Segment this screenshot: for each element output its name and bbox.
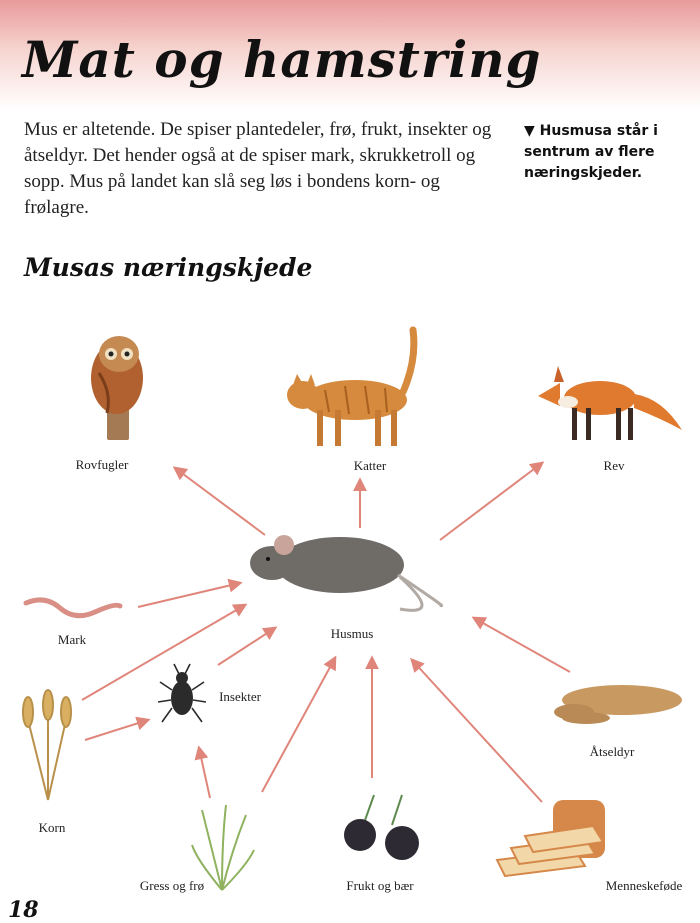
blackberries-illustration [344, 795, 419, 860]
arrow-korn-to-husmus [82, 605, 245, 700]
arrow-gress-to-insekter [199, 748, 210, 798]
label-gress-og-fro: Gress og frø [139, 878, 205, 893]
diagram-caption: ▼ Husmusa står i sentrum av flere næringskjeder. [524, 123, 658, 181]
arrow-menneskefode-to-husmus [412, 660, 542, 802]
label-atseldyr: Åtseldyr [589, 744, 635, 759]
worm-illustration [26, 600, 120, 616]
cat-illustration [287, 330, 414, 446]
bread-illustration [497, 800, 605, 876]
label-frukt-og-baer: Frukt og bær [346, 878, 414, 893]
carrion-illustration [554, 685, 682, 724]
arrow-mark-to-husmus [138, 583, 240, 607]
food-chain-arrows [82, 463, 570, 802]
house-mouse-illustration [250, 535, 442, 610]
arrow-korn-to-insekter [85, 720, 148, 740]
owl-illustration [91, 336, 143, 440]
intro-paragraph: Mus er altetende. De spiser plantedeler, frø, frukt, insekter og åtseldyr. Det hender også at de spiser mark, skrukketroll og sopp. Mus på landet kan slå seg løs i bondens korn- og frølagre. [24, 119, 492, 218]
beetle-illustration [158, 664, 206, 722]
arrow-husmus-to-rovfugler [175, 468, 265, 535]
label-husmus: Husmus [330, 626, 374, 641]
arrow-gress-to-husmus [262, 658, 335, 792]
arrow-insekter-to-husmus [218, 628, 275, 665]
label-menneskefode: Menneskeføde [605, 878, 683, 893]
page-title: Mat og hamstring [22, 30, 542, 89]
label-rovfugler: Rovfugler [75, 457, 129, 472]
page-number: 18 [8, 897, 39, 923]
food-chain-diagram [0, 300, 700, 915]
grain-illustration [23, 690, 71, 800]
label-korn: Korn [38, 820, 66, 835]
arrow-husmus-to-rev [440, 463, 542, 540]
label-katter: Katter [353, 458, 387, 473]
label-insekter: Insekter [219, 689, 261, 704]
label-rev: Rev [603, 458, 625, 473]
label-mark: Mark [57, 632, 87, 647]
fox-illustration [538, 366, 682, 440]
food-chain-illustration [0, 300, 700, 915]
section-title: Musas næringskjede [24, 253, 313, 282]
arrow-atseldyr-to-husmus [474, 618, 570, 672]
